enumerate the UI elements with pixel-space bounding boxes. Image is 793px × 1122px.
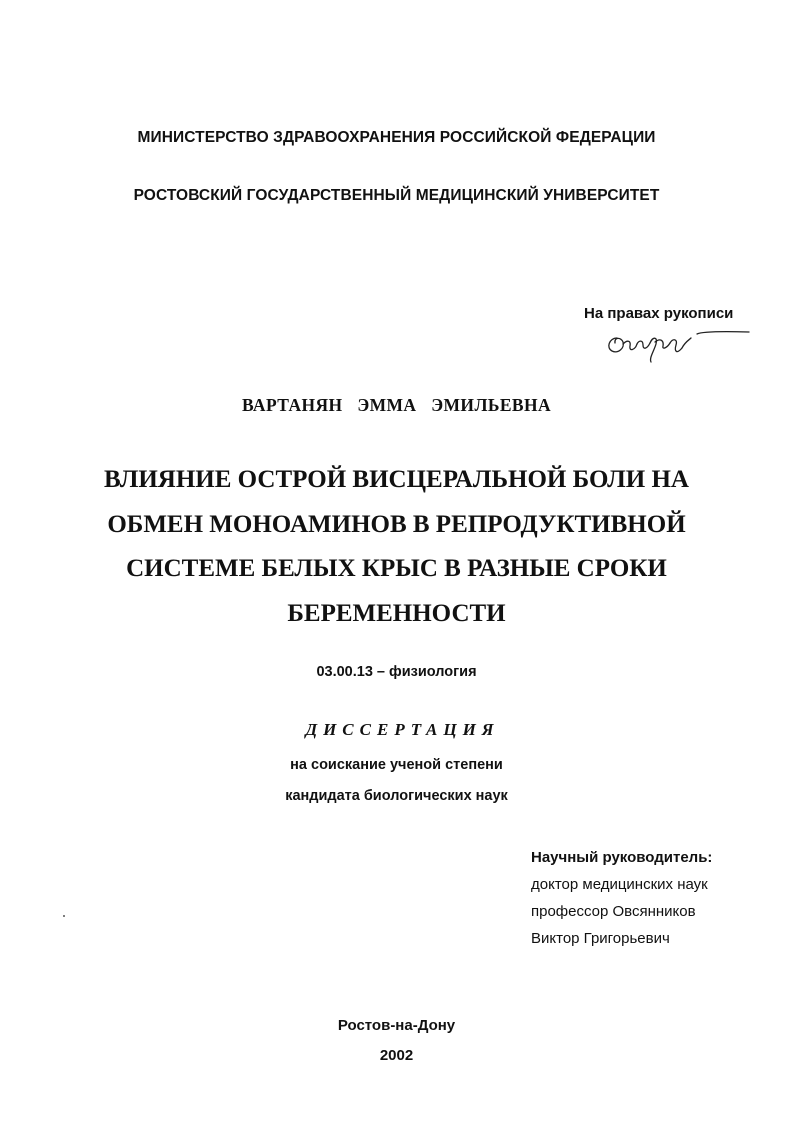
university-heading: РОСТОВСКИЙ ГОСУДАРСТВЕННЫЙ МЕДИЦИНСКИЙ УНИВЕРСИТЕТ: [133, 187, 660, 204]
scan-speck: [63, 915, 65, 917]
supervisor-given-names: Виктор Григорьевич: [531, 930, 670, 947]
supervisor-degree: доктор медицинских наук: [531, 876, 708, 893]
ministry-heading: МИНИСТЕРСТВО ЗДРАВООХРАНЕНИЯ РОССИЙСКОЙ ФЕДЕРАЦИИ: [137, 129, 656, 146]
specialty-code: 03.00.13 – физиология: [316, 664, 477, 680]
signature-icon: [603, 318, 753, 364]
degree-line-1: на соискание ученой степени: [290, 757, 503, 773]
title-line: ВЛИЯНИЕ ОСТРОЙ ВИСЦЕРАЛЬНОЙ БОЛИ НА: [104, 466, 689, 493]
year: 2002: [379, 1047, 414, 1064]
title-line: СИСТЕМЕ БЕЛЫХ КРЫС В РАЗНЫЕ СРОКИ: [126, 555, 667, 582]
title-line: БЕРЕМЕННОСТИ: [287, 599, 506, 627]
supervisor-title-surname: профессор Овсянников: [531, 903, 696, 920]
dissertation-title: [0, 458, 793, 636]
dissertation-label: ДИССЕРТАЦИЯ: [305, 720, 500, 739]
degree-line-2: кандидата биологических наук: [285, 788, 508, 804]
manuscript-rights-note: На правах рукописи: [584, 305, 734, 322]
title-line: ОБМЕН МОНОАМИНОВ В РЕПРОДУКТИВНОЙ: [107, 510, 686, 538]
supervisor-block: [531, 844, 712, 952]
supervisor-heading: Научный руководитель:: [531, 849, 713, 866]
author-name: ВАРТАНЯН ЭММА ЭМИЛЬЕВНА: [241, 395, 552, 415]
city: Ростов-на-Дону: [337, 1017, 456, 1034]
